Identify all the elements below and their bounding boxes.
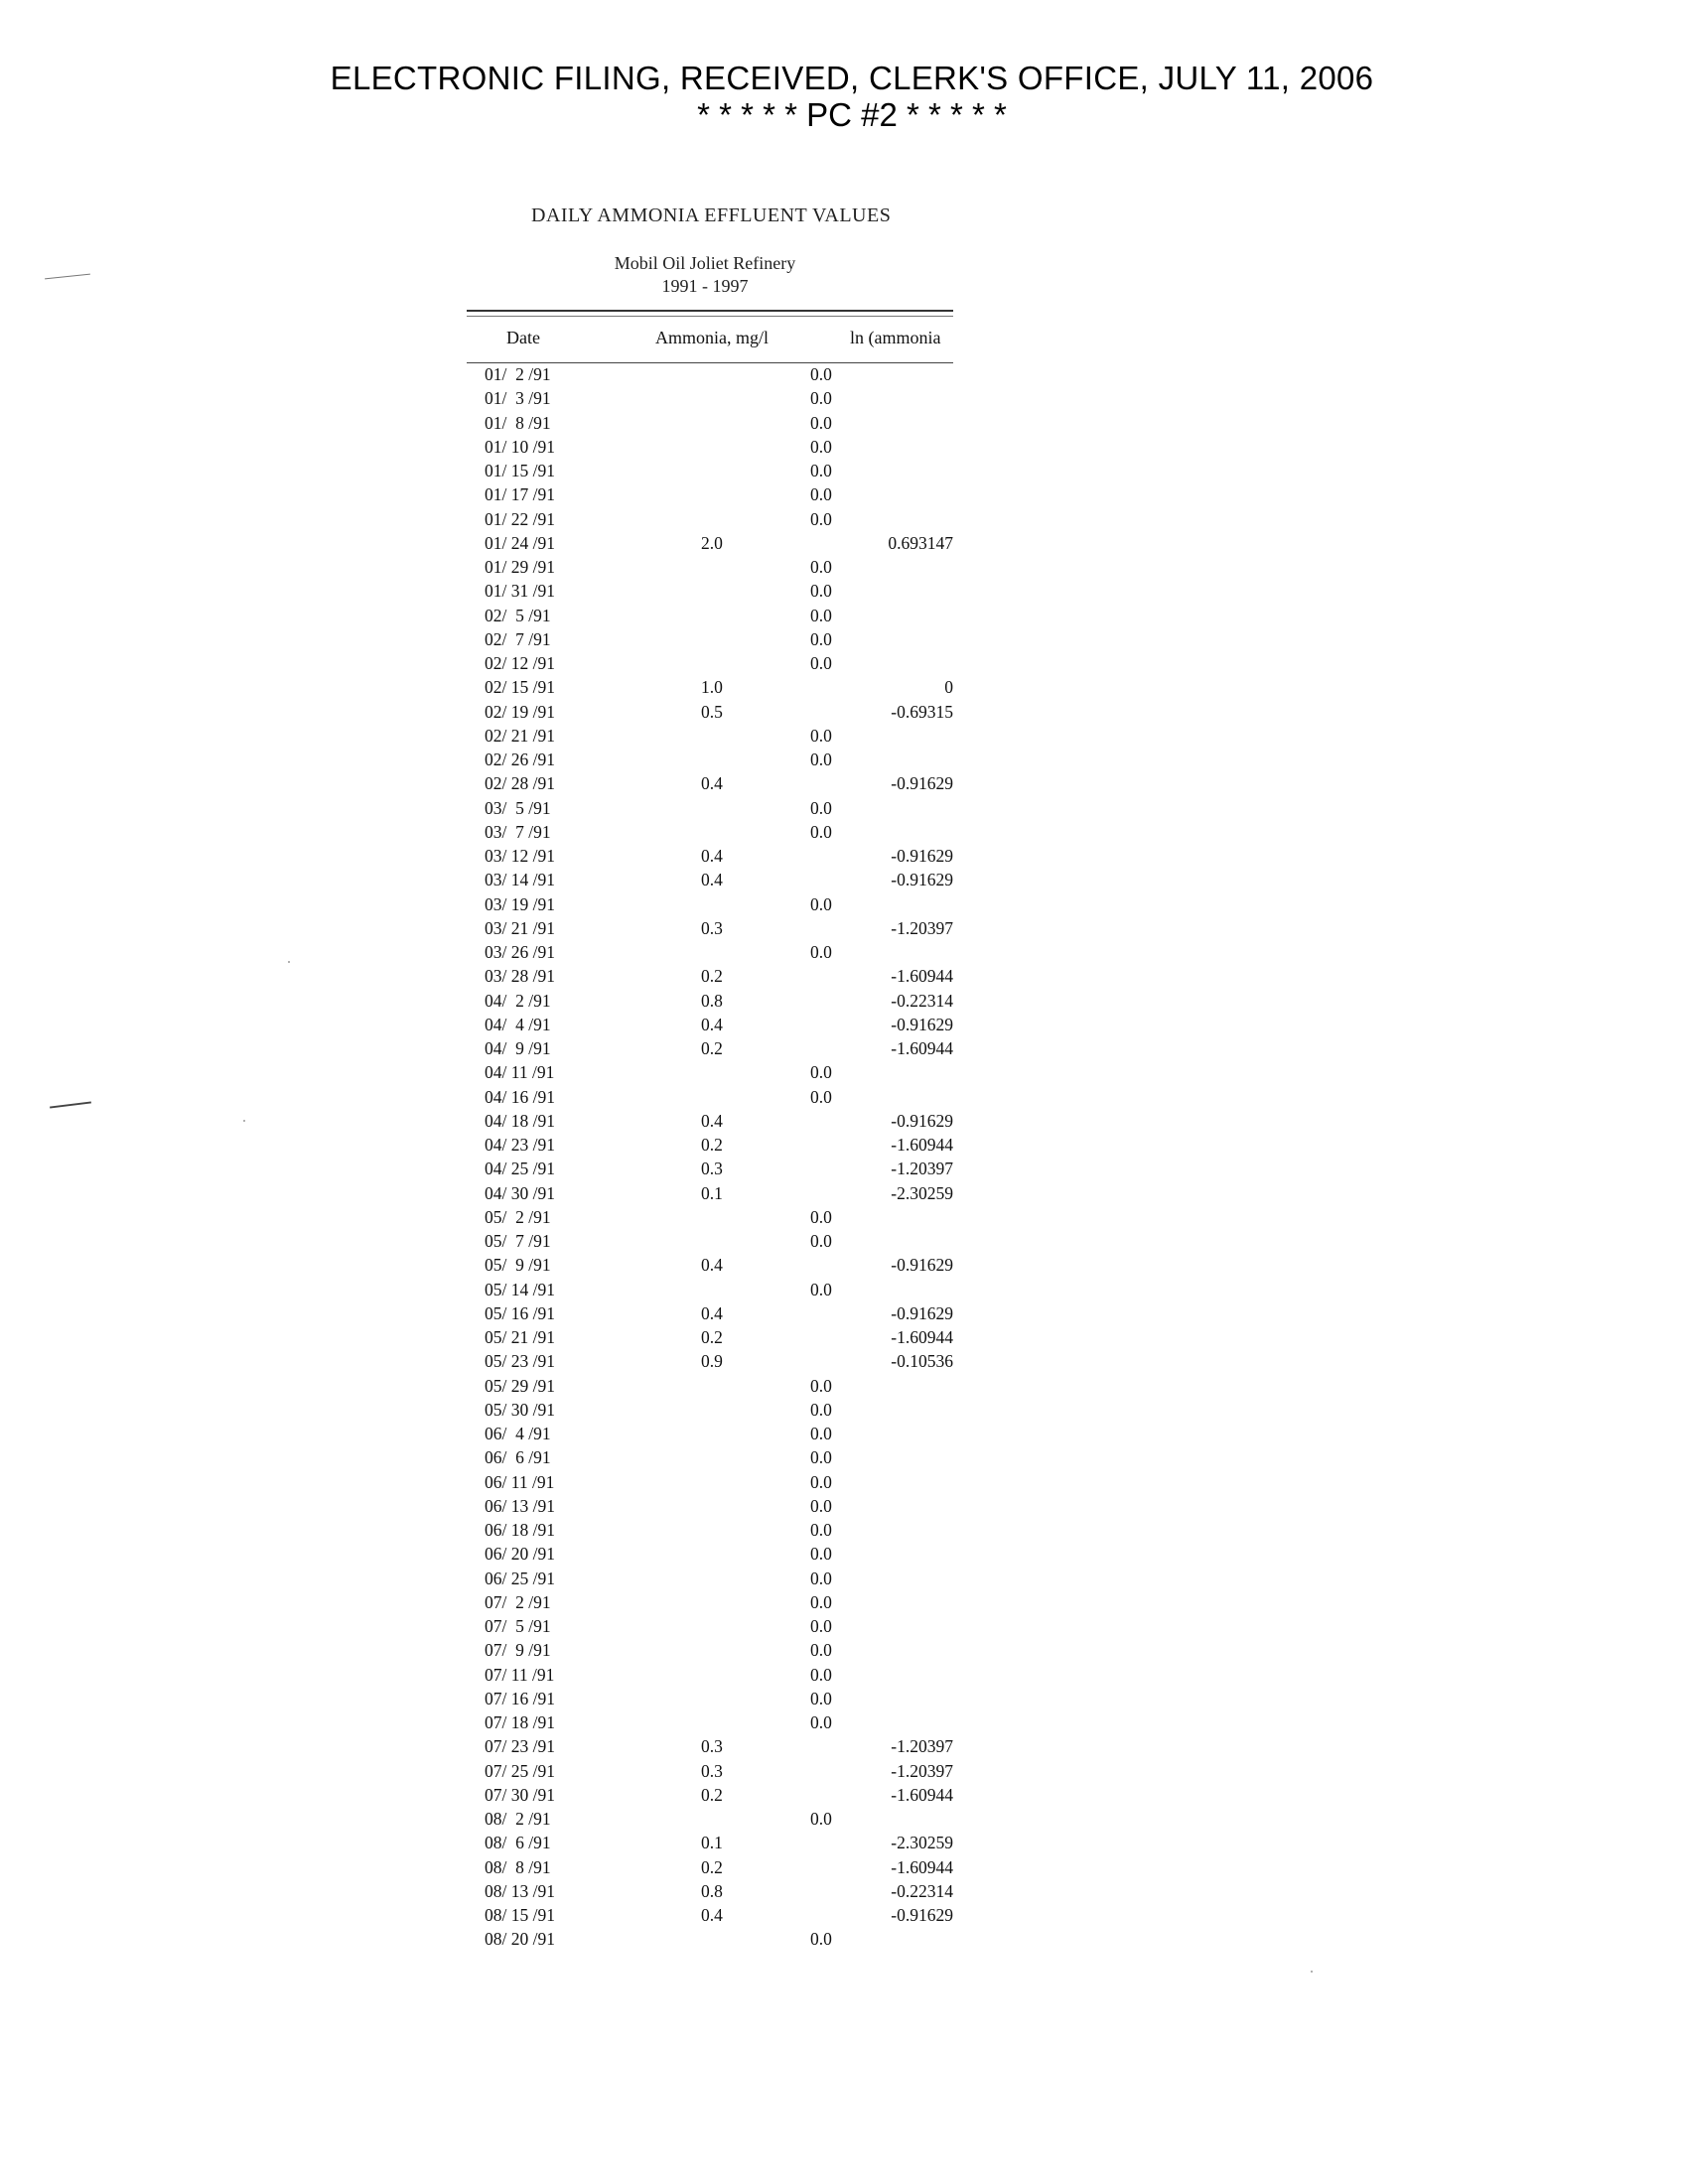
ammonia-cell: 0.4 <box>701 773 723 794</box>
table-row <box>0 1349 1684 1373</box>
date-cell: 03/ 5 /91 <box>485 797 551 818</box>
ammonia-cell: 0.2 <box>701 1327 723 1347</box>
date-cell: 02/ 12 /91 <box>485 653 555 673</box>
ln-ammonia-cell: -1.60944 <box>891 1135 953 1155</box>
table-row <box>0 1398 1684 1422</box>
ammonia-cell: 2.0 <box>701 532 723 553</box>
table-row <box>0 1109 1684 1133</box>
table-row <box>0 507 1684 531</box>
ln-ammonia-cell: -0.91629 <box>891 1302 953 1323</box>
ammonia-cell: 0.2 <box>701 1038 723 1058</box>
ln-ammonia-cell: -0.91629 <box>891 1014 953 1034</box>
date-cell: 07/ 30 /91 <box>485 1784 555 1805</box>
zero-ammonia-cell: 0.0 <box>810 653 832 673</box>
zero-ammonia-cell: 0.0 <box>810 1712 832 1732</box>
date-cell: 08/ 8 /91 <box>485 1856 551 1877</box>
date-cell: 02/ 5 /91 <box>485 605 551 625</box>
table-row <box>0 1157 1684 1180</box>
table-row <box>0 1013 1684 1036</box>
date-cell: 06/ 13 /91 <box>485 1495 555 1516</box>
table-row <box>0 1903 1684 1927</box>
ammonia-cell: 0.4 <box>701 870 723 890</box>
date-cell: 04/ 30 /91 <box>485 1182 555 1203</box>
date-cell: 02/ 28 /91 <box>485 773 555 794</box>
date-cell: 05/ 14 /91 <box>485 1279 555 1299</box>
table-row <box>0 1422 1684 1445</box>
ammonia-cell: 0.3 <box>701 1736 723 1757</box>
date-cell: 01/ 10 /91 <box>485 436 555 457</box>
table-row <box>0 771 1684 795</box>
date-cell: 07/ 25 /91 <box>485 1760 555 1781</box>
zero-ammonia-cell: 0.0 <box>810 436 832 457</box>
table-row <box>0 482 1684 506</box>
table-row <box>0 435 1684 459</box>
date-cell: 07/ 16 /91 <box>485 1688 555 1708</box>
filing-stamp-line2: * * * * * PC #2 * * * * * <box>697 96 1007 133</box>
date-cell: 01/ 31 /91 <box>485 581 555 602</box>
table-row <box>0 555 1684 579</box>
ln-ammonia-cell: -2.30259 <box>891 1182 953 1203</box>
zero-ammonia-cell: 0.0 <box>810 1471 832 1492</box>
header-top-rule <box>467 310 953 312</box>
header-top-rule-thin <box>467 316 953 317</box>
date-cell: 08/ 20 /91 <box>485 1929 555 1950</box>
table-row <box>0 604 1684 627</box>
zero-ammonia-cell: 0.0 <box>810 1929 832 1950</box>
table-row <box>0 1927 1684 1951</box>
zero-ammonia-cell: 0.0 <box>810 1544 832 1565</box>
ln-ammonia-cell: -0.69315 <box>891 701 953 722</box>
ln-ammonia-cell: -1.20397 <box>891 917 953 938</box>
table-row <box>0 1205 1684 1229</box>
document-title: DAILY AMMONIA EFFLUENT VALUES <box>531 205 892 226</box>
date-cell: 07/ 18 /91 <box>485 1712 555 1732</box>
date-cell: 03/ 19 /91 <box>485 893 555 914</box>
table-row <box>0 675 1684 699</box>
ammonia-cell: 0.4 <box>701 1110 723 1131</box>
filing-stamp-line1: ELECTRONIC FILING, RECEIVED, CLERK'S OFFICE, JULY 11, 2006 <box>330 60 1374 96</box>
date-cell: 07/ 11 /91 <box>485 1664 555 1685</box>
date-cell: 04/ 9 /91 <box>485 1038 551 1058</box>
column-header-ammonia: Ammonia, mg/l <box>655 328 769 347</box>
table-row <box>0 820 1684 844</box>
table-row <box>0 1831 1684 1854</box>
ln-ammonia-cell: -0.91629 <box>891 1255 953 1276</box>
ln-ammonia-cell: -1.20397 <box>891 1736 953 1757</box>
ln-ammonia-cell: -1.60944 <box>891 1784 953 1805</box>
ln-ammonia-cell: -0.91629 <box>891 1110 953 1131</box>
zero-ammonia-cell: 0.0 <box>810 750 832 769</box>
ln-ammonia-cell: -0.91629 <box>891 1905 953 1925</box>
table-row <box>0 1301 1684 1325</box>
date-cell: 05/ 7 /91 <box>485 1231 551 1251</box>
zero-ammonia-cell: 0.0 <box>810 1375 832 1396</box>
table-row <box>0 1759 1684 1783</box>
table-row <box>0 796 1684 820</box>
table-row <box>0 1036 1684 1060</box>
ln-ammonia-cell: -1.60944 <box>891 1038 953 1058</box>
table-row <box>0 1494 1684 1518</box>
ammonia-cell: 0.4 <box>701 1014 723 1034</box>
table-row <box>0 1325 1684 1349</box>
ammonia-cell: 0.4 <box>701 1302 723 1323</box>
table-row <box>0 459 1684 482</box>
date-cell: 03/ 12 /91 <box>485 846 555 866</box>
table-row <box>0 989 1684 1013</box>
zero-ammonia-cell: 0.0 <box>810 725 832 746</box>
ammonia-cell: 0.2 <box>701 966 723 987</box>
table-row <box>0 1590 1684 1614</box>
zero-ammonia-cell: 0.0 <box>810 893 832 914</box>
table-row <box>0 1542 1684 1566</box>
zero-ammonia-cell: 0.0 <box>810 1495 832 1516</box>
ammonia-cell: 0.1 <box>701 1182 723 1203</box>
ammonia-cell: 0.1 <box>701 1833 723 1853</box>
ammonia-cell: 0.4 <box>701 1905 723 1925</box>
zero-ammonia-cell: 0.0 <box>810 1279 832 1299</box>
zero-ammonia-cell: 0.0 <box>810 364 832 384</box>
date-cell: 02/ 15 /91 <box>485 677 555 698</box>
table-row <box>0 1879 1684 1903</box>
date-cell: 05/ 16 /91 <box>485 1302 555 1323</box>
date-cell: 04/ 18 /91 <box>485 1110 555 1131</box>
date-cell: 01/ 15 /91 <box>485 461 555 480</box>
date-cell: 03/ 7 /91 <box>485 821 551 842</box>
zero-ammonia-cell: 0.0 <box>810 1568 832 1588</box>
date-cell: 04/ 4 /91 <box>485 1014 551 1034</box>
ammonia-cell: 0.3 <box>701 1760 723 1781</box>
table-row <box>0 1229 1684 1253</box>
ammonia-cell: 0.2 <box>701 1784 723 1805</box>
table-row <box>0 627 1684 651</box>
date-cell: 01/ 22 /91 <box>485 508 555 529</box>
column-header-ln-ammonia: ln (ammonia <box>850 328 941 347</box>
zero-ammonia-cell: 0.0 <box>810 1447 832 1468</box>
zero-ammonia-cell: 0.0 <box>810 1399 832 1420</box>
zero-ammonia-cell: 0.0 <box>810 557 832 577</box>
zero-ammonia-cell: 0.0 <box>810 1616 832 1636</box>
ammonia-cell: 0.3 <box>701 917 723 938</box>
date-cell: 08/ 2 /91 <box>485 1809 551 1829</box>
ln-ammonia-cell: -2.30259 <box>891 1833 953 1853</box>
scan-speck <box>1311 1971 1313 1973</box>
table-row <box>0 362 1684 386</box>
table-row <box>0 1445 1684 1469</box>
date-cell: 05/ 21 /91 <box>485 1327 555 1347</box>
zero-ammonia-cell: 0.0 <box>810 484 832 505</box>
zero-ammonia-cell: 0.0 <box>810 1062 832 1083</box>
ammonia-cell: 0.5 <box>701 701 723 722</box>
ln-ammonia-cell: -1.20397 <box>891 1760 953 1781</box>
table-row <box>0 1470 1684 1494</box>
scan-mark <box>45 274 90 280</box>
date-cell: 02/ 19 /91 <box>485 701 555 722</box>
table-row <box>0 1614 1684 1638</box>
zero-ammonia-cell: 0.0 <box>810 412 832 433</box>
ammonia-cell: 0.8 <box>701 1880 723 1901</box>
table-row <box>0 1181 1684 1205</box>
document-subtitle-years: 1991 - 1997 <box>661 276 749 296</box>
zero-ammonia-cell: 0.0 <box>810 1664 832 1685</box>
ln-ammonia-cell: -1.60944 <box>891 1856 953 1877</box>
ammonia-cell: 0.4 <box>701 846 723 866</box>
table-row <box>0 1710 1684 1734</box>
date-cell: 01/ 17 /91 <box>485 484 555 505</box>
date-cell: 01/ 2 /91 <box>485 364 551 384</box>
zero-ammonia-cell: 0.0 <box>810 1231 832 1251</box>
zero-ammonia-cell: 0.0 <box>810 461 832 480</box>
table-row <box>0 1567 1684 1590</box>
date-cell: 05/ 23 /91 <box>485 1351 555 1372</box>
table-row <box>0 868 1684 891</box>
table-row <box>0 892 1684 916</box>
date-cell: 04/ 23 /91 <box>485 1135 555 1155</box>
date-cell: 01/ 8 /91 <box>485 412 551 433</box>
table-row <box>0 1374 1684 1398</box>
ln-ammonia-cell: -1.60944 <box>891 966 953 987</box>
table-row <box>0 1855 1684 1879</box>
zero-ammonia-cell: 0.0 <box>810 797 832 818</box>
zero-ammonia-cell: 0.0 <box>810 1206 832 1227</box>
date-cell: 01/ 3 /91 <box>485 388 551 409</box>
table-row <box>0 1663 1684 1687</box>
zero-ammonia-cell: 0.0 <box>810 581 832 602</box>
date-cell: 06/ 25 /91 <box>485 1568 555 1588</box>
zero-ammonia-cell: 0.0 <box>810 1640 832 1661</box>
ln-ammonia-cell: -0.10536 <box>891 1351 953 1372</box>
date-cell: 06/ 11 /91 <box>485 1471 555 1492</box>
zero-ammonia-cell: 0.0 <box>810 1424 832 1443</box>
zero-ammonia-cell: 0.0 <box>810 1809 832 1829</box>
ln-ammonia-cell: -1.20397 <box>891 1159 953 1179</box>
document-subtitle-refinery: Mobil Oil Joliet Refinery <box>614 253 796 273</box>
date-cell: 07/ 9 /91 <box>485 1640 551 1661</box>
ln-ammonia-cell: -0.22314 <box>891 1880 953 1901</box>
date-cell: 03/ 14 /91 <box>485 870 555 890</box>
table-row <box>0 1734 1684 1758</box>
date-cell: 04/ 2 /91 <box>485 990 551 1011</box>
ammonia-cell: 0.2 <box>701 1135 723 1155</box>
ammonia-cell: 0.3 <box>701 1159 723 1179</box>
table-row <box>0 1133 1684 1157</box>
date-cell: 05/ 30 /91 <box>485 1399 555 1420</box>
date-cell: 04/ 11 /91 <box>485 1062 555 1083</box>
date-cell: 02/ 7 /91 <box>485 628 551 649</box>
ln-ammonia-cell: 0.693147 <box>888 532 953 553</box>
table-row <box>0 964 1684 988</box>
table-row <box>0 579 1684 603</box>
table-row <box>0 531 1684 555</box>
table-row <box>0 700 1684 724</box>
table-row <box>0 1518 1684 1542</box>
date-cell: 06/ 6 /91 <box>485 1447 551 1468</box>
zero-ammonia-cell: 0.0 <box>810 942 832 962</box>
ammonia-cell: 1.0 <box>701 677 723 698</box>
date-cell: 05/ 2 /91 <box>485 1206 551 1227</box>
table-row <box>0 651 1684 675</box>
date-cell: 08/ 13 /91 <box>485 1880 555 1901</box>
date-cell: 02/ 21 /91 <box>485 725 555 746</box>
date-cell: 03/ 26 /91 <box>485 942 555 962</box>
table-row <box>0 724 1684 748</box>
ammonia-cell: 0.9 <box>701 1351 723 1372</box>
date-cell: 08/ 6 /91 <box>485 1833 551 1853</box>
table-row <box>0 844 1684 868</box>
table-row <box>0 1085 1684 1109</box>
zero-ammonia-cell: 0.0 <box>810 605 832 625</box>
table-row <box>0 916 1684 940</box>
zero-ammonia-cell: 0.0 <box>810 508 832 529</box>
zero-ammonia-cell: 0.0 <box>810 1591 832 1612</box>
ammonia-cell: 0.2 <box>701 1856 723 1877</box>
date-cell: 04/ 25 /91 <box>485 1159 555 1179</box>
date-cell: 06/ 20 /91 <box>485 1544 555 1565</box>
date-cell: 06/ 18 /91 <box>485 1520 555 1540</box>
table-row <box>0 1807 1684 1831</box>
ln-ammonia-cell: -0.91629 <box>891 773 953 794</box>
table-row <box>0 411 1684 435</box>
zero-ammonia-cell: 0.0 <box>810 821 832 842</box>
date-cell: 07/ 5 /91 <box>485 1616 551 1636</box>
date-cell: 08/ 15 /91 <box>485 1905 555 1925</box>
table-row <box>0 940 1684 964</box>
zero-ammonia-cell: 0.0 <box>810 1520 832 1540</box>
date-cell: 06/ 4 /91 <box>485 1424 551 1443</box>
table-row <box>0 1783 1684 1807</box>
ammonia-data-table <box>0 362 1684 1952</box>
date-cell: 03/ 28 /91 <box>485 966 555 987</box>
table-row <box>0 1278 1684 1301</box>
ammonia-cell: 0.8 <box>701 990 723 1011</box>
zero-ammonia-cell: 0.0 <box>810 1688 832 1708</box>
ln-ammonia-cell: -0.91629 <box>891 870 953 890</box>
date-cell: 01/ 24 /91 <box>485 532 555 553</box>
ln-ammonia-cell: -0.91629 <box>891 846 953 866</box>
ammonia-cell: 0.4 <box>701 1255 723 1276</box>
ln-ammonia-cell: -1.60944 <box>891 1327 953 1347</box>
ln-ammonia-cell: 0 <box>944 677 953 698</box>
ln-ammonia-cell: -0.22314 <box>891 990 953 1011</box>
date-cell: 01/ 29 /91 <box>485 557 555 577</box>
date-cell: 05/ 9 /91 <box>485 1255 551 1276</box>
date-cell: 07/ 23 /91 <box>485 1736 555 1757</box>
date-cell: 03/ 21 /91 <box>485 917 555 938</box>
date-cell: 07/ 2 /91 <box>485 1591 551 1612</box>
date-cell: 02/ 26 /91 <box>485 750 555 769</box>
column-header-date: Date <box>506 328 540 347</box>
table-row <box>0 1638 1684 1662</box>
zero-ammonia-cell: 0.0 <box>810 1086 832 1107</box>
table-row <box>0 1060 1684 1084</box>
table-row <box>0 1687 1684 1710</box>
table-row <box>0 1253 1684 1277</box>
date-cell: 05/ 29 /91 <box>485 1375 555 1396</box>
date-cell: 04/ 16 /91 <box>485 1086 555 1107</box>
table-row <box>0 386 1684 410</box>
table-row <box>0 748 1684 771</box>
zero-ammonia-cell: 0.0 <box>810 628 832 649</box>
zero-ammonia-cell: 0.0 <box>810 388 832 409</box>
